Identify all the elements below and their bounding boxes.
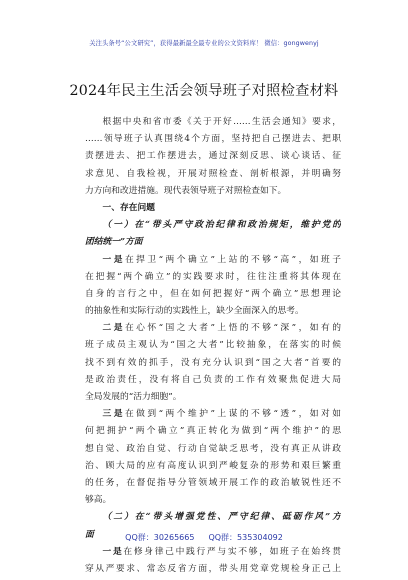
paragraph-line <box>85 544 341 561</box>
paragraph-text: 在修身律己中践行严与实不够，如班子在始终贯 <box>123 546 341 557</box>
document-body <box>85 114 341 578</box>
section-heading-problems: 一、存在问题 <box>102 202 155 213</box>
header-banner: 关注头条号“公文研究”，获得最新最全最专业的公文资料库！ 微信：gongwenyj <box>89 40 319 47</box>
paragraph-text: 在做到“两个维护”上谋的不够“透”，如对如 <box>124 409 341 420</box>
paragraph-line <box>85 320 341 337</box>
paragraph-text: 在心怀“国之大者”上悟的不够“深”，如有的 <box>124 323 341 334</box>
paragraph-text: 在捍卫“两个确立”上站的不够“高”，如班子 <box>124 254 341 265</box>
intro-line: ……领导班子认真围绕4个方面，坚持把自己摆进去、把职 <box>85 134 341 145</box>
subsection-heading-line: （一）在“带头严守政治纪律和政治规矩，维护党的 <box>102 220 341 231</box>
document-title: 2024年民主生活会领导班子对照检查材料 <box>69 83 339 99</box>
paragraph-line: 够高。 <box>85 495 112 506</box>
paragraph-line: 穿从严要求、常态反省方面，带头用党章党规检身正己上 <box>85 563 341 574</box>
paragraph-line: 何把拥护“两个确立”真正转化为做到“两个维护”的思 <box>85 426 341 437</box>
footer-qq-group-two: QQ群：535304092 <box>208 533 283 542</box>
paragraph-line: 班子成员主观认为“国之大者”比较抽象，在落实的时候 <box>85 340 341 351</box>
paragraph-line: 全局发展的“活力细胞”。 <box>85 392 182 402</box>
footer-contact <box>0 532 408 543</box>
paragraph-line: 治、顾大局的应有高度认识到严峻复杂的形势和艰巨繁重 <box>85 460 341 471</box>
paragraph-line: 的抽象性和实际行动的实践性上，缺少全面深入的思考。 <box>85 306 304 317</box>
paragraph-lead: 一是 <box>102 546 124 557</box>
paragraph-line <box>85 406 341 423</box>
paragraph-lead: 三是 <box>102 409 125 420</box>
paragraph-line: 想自觉、政治自觉、行动自觉缺乏思考，没有真正从讲政 <box>85 443 341 454</box>
subsection-heading-line: （二）在“带头增强党性、严守纪律、砥砺作风”方 <box>102 512 341 523</box>
paragraph-lead: 二是 <box>102 323 125 334</box>
paragraph-line: 是政治责任，没有将自己负责的工作有效聚焦促进大局 <box>85 374 341 385</box>
paragraph-line: 在把握“两个确立”的实践要求时，往往注重将其体现在 <box>85 271 341 282</box>
subsection-heading-line: 团结统一”方面 <box>85 237 143 248</box>
paragraph-line: 自身的言行之中，但在如何把握好“两个确立”思想理论 <box>85 288 341 299</box>
intro-line: 力方向和改进措施。现代表领导班子对照检查如下。 <box>85 185 287 196</box>
intro-line: 责摆进去、把工作摆进去，通过深刻反思、谈心谈话、征 <box>85 151 341 162</box>
footer-qq-group-one: QQ群：30265665 <box>125 533 195 542</box>
paragraph-lead: 一是 <box>102 254 125 265</box>
paragraph-line: 找不到有效的抓手，没有充分认识到“国之大者”首要的 <box>85 357 341 368</box>
paragraph-line: 的任务，在督促指导分管领域开展工作的政治敏锐性还不 <box>85 477 341 488</box>
intro-line: 根据中央和省市委《关于开好……生活会通知》要求， <box>102 117 341 127</box>
paragraph-line <box>85 252 341 269</box>
intro-line: 求意见、自我检视，开展对照检查、剖析根源，并明确努 <box>85 168 341 179</box>
subsection-heading-line: 面 <box>85 529 94 540</box>
